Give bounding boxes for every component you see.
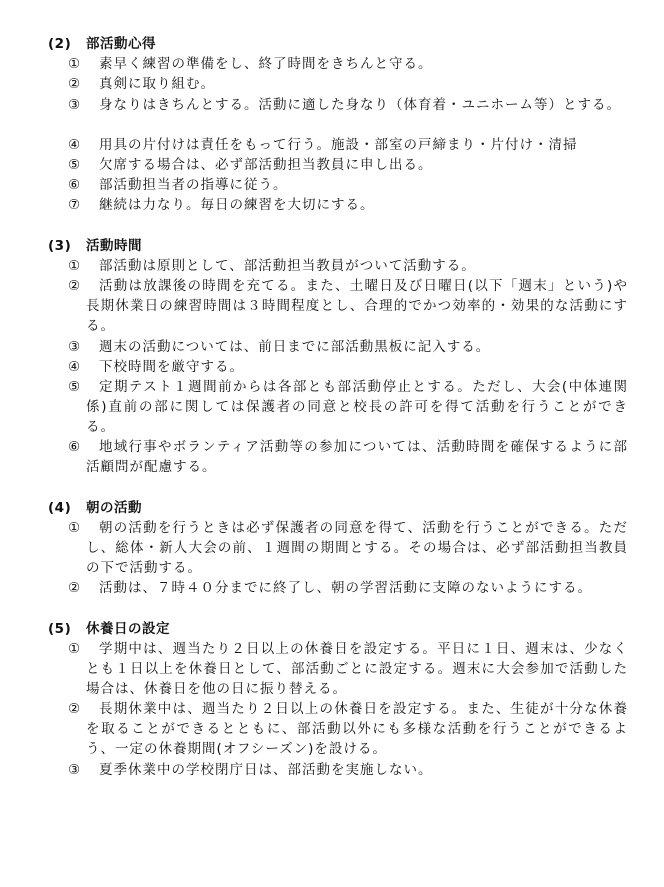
list-item	[68, 699, 628, 759]
list-item	[68, 357, 628, 377]
list-item	[68, 155, 628, 175]
section-number: (5)	[48, 621, 72, 637]
item-marker: ④	[68, 137, 81, 153]
item-text: 定期テスト１週間前からは各部とも部活動停止とする。ただし、大会(中体連関係)直前の部に関しては保護者の同意と校長の許可を得て活動を行うことができる。	[86, 379, 628, 435]
list-item	[68, 337, 628, 357]
list-item	[68, 54, 628, 74]
list-item	[68, 95, 628, 115]
list-item	[68, 437, 628, 477]
item-text: 夏季休業中の学校閉庁日は、部活動を実施しない。	[99, 762, 433, 778]
section-title: 部活動心得	[86, 36, 156, 52]
item-marker: ⑥	[68, 439, 81, 455]
section-heading	[48, 34, 156, 54]
item-text: 朝の活動を行うときは必ず保護者の同意を得て、活動を行うことができる。ただし、総体・新人大会の前、１週間の期間とする。その場合は、必ず部活動担当教員の下で活動する。	[86, 520, 628, 576]
item-marker: ②	[68, 580, 81, 596]
item-marker: ①	[68, 258, 81, 274]
item-text: 地域行事やボランティア活動等の参加については、活動時間を確保するように部活顧問が配慮する。	[86, 439, 628, 475]
item-marker: ②	[68, 701, 81, 717]
list-item	[68, 175, 628, 195]
item-text: 週末の活動については、前日までに部活動黒板に記入する。	[99, 339, 491, 355]
item-marker: ②	[68, 76, 81, 92]
item-marker: ③	[68, 762, 81, 778]
item-text: 学期中は、週当たり２日以上の休養日を設定する。平日に１日、週末は、少なくとも１日以上を休養日として、部活動ごとに設定する。週末に大会参加で活動した場合は、休養日を他の日に振り替える。	[86, 641, 628, 697]
item-text: 部活動は原則として、部活動担当教員がついて活動する。	[99, 258, 476, 274]
section-title: 朝の活動	[86, 500, 142, 516]
item-marker: ⑥	[68, 177, 81, 193]
list-item	[68, 578, 628, 598]
item-marker: ①	[68, 56, 81, 72]
item-text: 活動は、７時４０分までに終了し、朝の学習活動に支障のないようにする。	[99, 580, 592, 596]
item-marker: ②	[68, 278, 81, 294]
item-text: 継続は力なり。毎日の練習を大切にする。	[99, 197, 375, 213]
list-item	[68, 639, 628, 699]
section-heading	[48, 498, 142, 518]
item-text: 身なりはきちんとする。活動に適した身なり（体育着・ユニホーム等）とする。	[99, 97, 621, 113]
list-item	[68, 377, 628, 437]
section-title: 休養日の設定	[86, 621, 170, 637]
item-text: 欠席する場合は、必ず部活動担当教員に申し出る。	[99, 157, 433, 173]
list-item	[68, 135, 628, 155]
item-text: 真剣に取り組む。	[99, 76, 215, 92]
item-marker: ④	[68, 359, 81, 375]
item-text: 活動は放課後の時間を充てる。また、土曜日及び日曜日(以下「週末」という)や長期休業日の練習時間は３時間程度とし、合理的でかつ効率的・効果的な活動にする。	[86, 278, 628, 334]
item-marker: ③	[68, 97, 81, 113]
list-item	[68, 276, 628, 336]
list-item	[68, 256, 628, 276]
item-marker: ③	[68, 339, 81, 355]
list-item	[68, 518, 628, 578]
item-marker: ①	[68, 641, 81, 657]
section-number: (4)	[48, 500, 72, 516]
list-item	[68, 195, 628, 215]
section-number: (3)	[48, 238, 72, 254]
list-item	[68, 760, 628, 780]
item-text: 部活動担当者の指導に従う。	[99, 177, 288, 193]
list-item	[68, 74, 628, 94]
section-heading	[48, 619, 170, 639]
item-text: 素早く練習の準備をし、終了時間をきちんと守る。	[99, 56, 433, 72]
item-marker: ①	[68, 520, 81, 536]
section-title: 活動時間	[86, 238, 142, 254]
item-text: 下校時間を厳守する。	[99, 359, 244, 375]
item-marker: ⑦	[68, 197, 81, 213]
item-text: 長期休業中は、週当たり２日以上の休養日を設定する。また、生徒が十分な休養を取ることができるとともに、部活動以外にも多様な活動を行うことができるよう、一定の休養期間(オフシーズン)を設ける。	[86, 701, 628, 757]
item-marker: ⑤	[68, 157, 81, 173]
section-heading	[48, 236, 142, 256]
item-text: 用具の片付けは責任をもって行う。施設・部室の戸締まり・片付け・清掃	[99, 137, 578, 153]
item-marker: ⑤	[68, 379, 81, 395]
section-number: (2)	[48, 36, 72, 52]
